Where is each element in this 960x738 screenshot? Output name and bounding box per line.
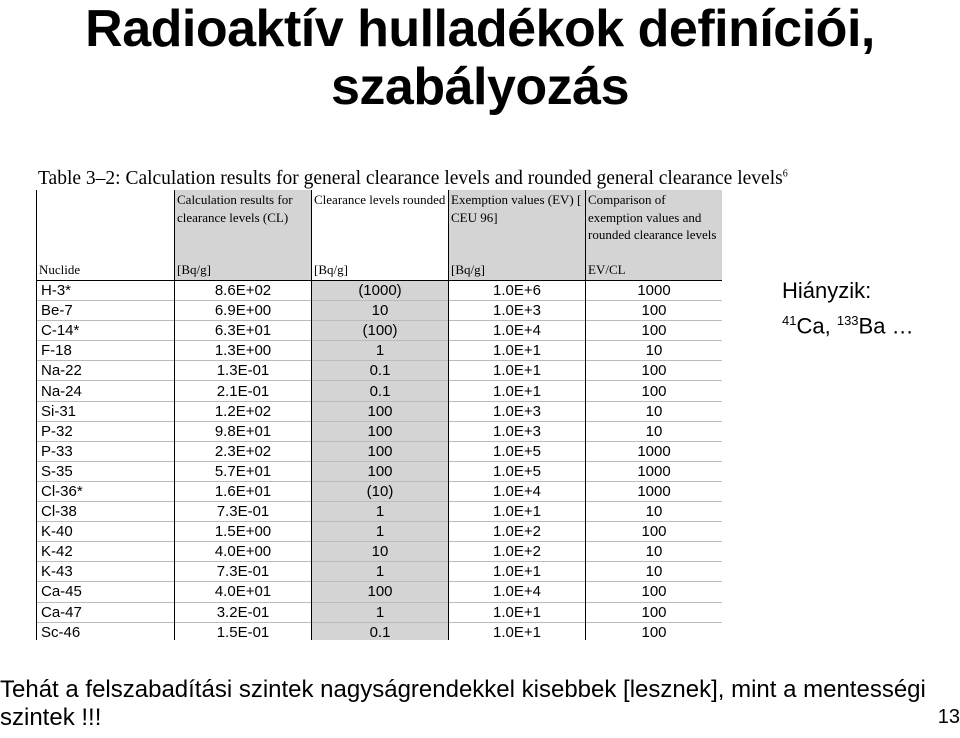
table-cell: 100 bbox=[312, 421, 449, 441]
table-cell: 7.3E-01 bbox=[175, 562, 312, 582]
table-cell: 3.2E-01 bbox=[175, 602, 312, 622]
table-caption bbox=[38, 168, 858, 190]
table-cell: 1.0E+1 bbox=[449, 602, 586, 622]
table-cell: Na-24 bbox=[37, 381, 175, 401]
table-cell: 1.0E+1 bbox=[449, 361, 586, 381]
table-cell: 1.0E+1 bbox=[449, 562, 586, 582]
table-cell: 1.3E-01 bbox=[175, 361, 312, 381]
table-cell: 1.0E+1 bbox=[449, 502, 586, 522]
table-cell: 100 bbox=[586, 321, 723, 341]
table-cell: 1.0E+5 bbox=[449, 461, 586, 481]
table-cell: Na-22 bbox=[37, 361, 175, 381]
table-row bbox=[37, 542, 723, 562]
table-cell: 1.0E+3 bbox=[449, 401, 586, 421]
title-line-1: Radioaktív hulladékok definíciói, bbox=[85, 0, 875, 58]
table-cell: 1.0E+6 bbox=[449, 281, 586, 301]
table-cell: 1.0E+4 bbox=[449, 321, 586, 341]
table-cell: K-43 bbox=[37, 562, 175, 582]
table-cell: 1.0E+1 bbox=[449, 381, 586, 401]
table-cell: 1.2E+02 bbox=[175, 401, 312, 421]
table-cell: 100 bbox=[586, 381, 723, 401]
table-row bbox=[37, 381, 723, 401]
table-cell: 1.0E+4 bbox=[449, 582, 586, 602]
table-cell: C-14* bbox=[37, 321, 175, 341]
missing-item2-mass: 133 bbox=[836, 313, 859, 328]
table-cell: (1000) bbox=[312, 281, 449, 301]
table-cell: 10 bbox=[586, 542, 723, 562]
table-row bbox=[37, 301, 723, 321]
table-cell: K-42 bbox=[37, 542, 175, 562]
table-row bbox=[37, 361, 723, 381]
table-cell: H-3* bbox=[37, 281, 175, 301]
table-row bbox=[37, 481, 723, 501]
table-cell: 1000 bbox=[586, 461, 723, 481]
table-cell: 10 bbox=[586, 421, 723, 441]
table-row bbox=[37, 582, 723, 602]
table-cell: 1.3E+00 bbox=[175, 341, 312, 361]
table-cell: S-35 bbox=[37, 461, 175, 481]
table-cell: 1.0E+2 bbox=[449, 522, 586, 542]
table-cell: 1 bbox=[312, 502, 449, 522]
header-calculation-results: Calculation results for clearance levels (CL) [Bq/g] bbox=[175, 190, 312, 281]
table-cell: 0.1 bbox=[312, 622, 449, 640]
table-row bbox=[37, 341, 723, 361]
table-cell: 4.0E+00 bbox=[175, 542, 312, 562]
table-cell: P-32 bbox=[37, 421, 175, 441]
table-cell: 1000 bbox=[586, 481, 723, 501]
title-line-2: szabályozás bbox=[331, 58, 629, 116]
table-cell: Cl-38 bbox=[37, 502, 175, 522]
table-cell: 100 bbox=[312, 401, 449, 421]
table-cell: 1 bbox=[312, 602, 449, 622]
table-cell: 7.3E-01 bbox=[175, 502, 312, 522]
missing-item2-symbol: Ba … bbox=[858, 313, 914, 339]
table-cell: 6.9E+00 bbox=[175, 301, 312, 321]
table-cell: Sc-46 bbox=[37, 622, 175, 640]
table-cell: 1.0E+3 bbox=[449, 421, 586, 441]
table-cell: 1000 bbox=[586, 281, 723, 301]
table-cell: Si-31 bbox=[37, 401, 175, 421]
header-exemption-values: Exemption values (EV) [ CEU 96] [Bq/g] bbox=[449, 190, 586, 281]
table-cell: 100 bbox=[586, 522, 723, 542]
table-row bbox=[37, 602, 723, 622]
table-cell: 1.0E+1 bbox=[449, 341, 586, 361]
table-cell: 1.5E+00 bbox=[175, 522, 312, 542]
table-cell: F-18 bbox=[37, 341, 175, 361]
table-row bbox=[37, 421, 723, 441]
table-cell: 1.0E+4 bbox=[449, 481, 586, 501]
missing-nuclides bbox=[782, 306, 914, 341]
table-cell: 2.1E-01 bbox=[175, 381, 312, 401]
table-cell: 4.0E+01 bbox=[175, 582, 312, 602]
table-cell: K-40 bbox=[37, 522, 175, 542]
missing-label: Hiányzik: bbox=[782, 278, 872, 303]
table-row bbox=[37, 461, 723, 481]
table-cell: 5.7E+01 bbox=[175, 461, 312, 481]
table-cell: 100 bbox=[312, 441, 449, 461]
table-cell: 100 bbox=[312, 461, 449, 481]
table-row bbox=[37, 401, 723, 421]
table-caption-text: Table 3–2: Calculation results for general clearance levels and rounded general clearance levels bbox=[38, 168, 783, 189]
table-cell: 1.5E-01 bbox=[175, 622, 312, 640]
table-cell: 0.1 bbox=[312, 361, 449, 381]
table-cell: 1 bbox=[312, 522, 449, 542]
table-cell: 100 bbox=[312, 582, 449, 602]
table-row bbox=[37, 281, 723, 301]
table-cell: 2.3E+02 bbox=[175, 441, 312, 461]
clearance-table bbox=[36, 190, 722, 640]
table-cell: 100 bbox=[586, 301, 723, 321]
table-row bbox=[37, 321, 723, 341]
table-cell: 100 bbox=[586, 361, 723, 381]
table-cell: 1 bbox=[312, 341, 449, 361]
missing-note bbox=[782, 276, 914, 341]
missing-item1-mass: 41 bbox=[782, 313, 797, 328]
conclusion-text: Tehát a felszabadítási szintek nagyságrendekkel kisebbek [lesznek], mint a mentességi szintek !!! bbox=[0, 676, 926, 731]
table-row bbox=[37, 502, 723, 522]
table-cell: Ca-47 bbox=[37, 602, 175, 622]
table-row bbox=[37, 622, 723, 640]
table-cell: 10 bbox=[586, 502, 723, 522]
table-cell: P-33 bbox=[37, 441, 175, 461]
table-body bbox=[37, 281, 723, 641]
table-cell: 10 bbox=[586, 401, 723, 421]
slide-title bbox=[0, 0, 960, 116]
table-cell: (10) bbox=[312, 481, 449, 501]
header-clearance-levels-rounded: Clearance levels rounded [Bq/g] bbox=[312, 190, 449, 281]
table-cell: 100 bbox=[586, 582, 723, 602]
header-comparison: Comparison of exemption values and rounded clearance levels EV/CL bbox=[586, 190, 723, 281]
table-cell: 1.0E+1 bbox=[449, 622, 586, 640]
page-number: 13 bbox=[937, 706, 960, 728]
table-cell: 10 bbox=[586, 562, 723, 582]
table-caption-footnote: 6 bbox=[782, 168, 788, 180]
table-cell: 0.1 bbox=[312, 381, 449, 401]
table-cell: 100 bbox=[586, 622, 723, 640]
table-cell: 1.6E+01 bbox=[175, 481, 312, 501]
table-cell: 1.0E+2 bbox=[449, 542, 586, 562]
clearance-table-container bbox=[36, 190, 722, 640]
table-cell: 100 bbox=[586, 602, 723, 622]
table-cell: 10 bbox=[312, 542, 449, 562]
table-cell: 1.0E+5 bbox=[449, 441, 586, 461]
table-row bbox=[37, 441, 723, 461]
table-cell: 6.3E+01 bbox=[175, 321, 312, 341]
table-header-row bbox=[37, 190, 723, 281]
table-cell: 9.8E+01 bbox=[175, 421, 312, 441]
table-row bbox=[37, 562, 723, 582]
table-cell: (100) bbox=[312, 321, 449, 341]
table-cell: Ca-45 bbox=[37, 582, 175, 602]
table-cell: Be-7 bbox=[37, 301, 175, 321]
table-cell: Cl-36* bbox=[37, 481, 175, 501]
table-cell: 1000 bbox=[586, 441, 723, 461]
table-cell: 10 bbox=[586, 341, 723, 361]
table-cell: 1.0E+3 bbox=[449, 301, 586, 321]
table-cell: 10 bbox=[312, 301, 449, 321]
table-row bbox=[37, 522, 723, 542]
missing-item1-symbol: Ca, bbox=[796, 313, 831, 339]
header-nuclide: Nuclide bbox=[37, 190, 175, 281]
table-cell: 8.6E+02 bbox=[175, 281, 312, 301]
table-cell: 1 bbox=[312, 562, 449, 582]
